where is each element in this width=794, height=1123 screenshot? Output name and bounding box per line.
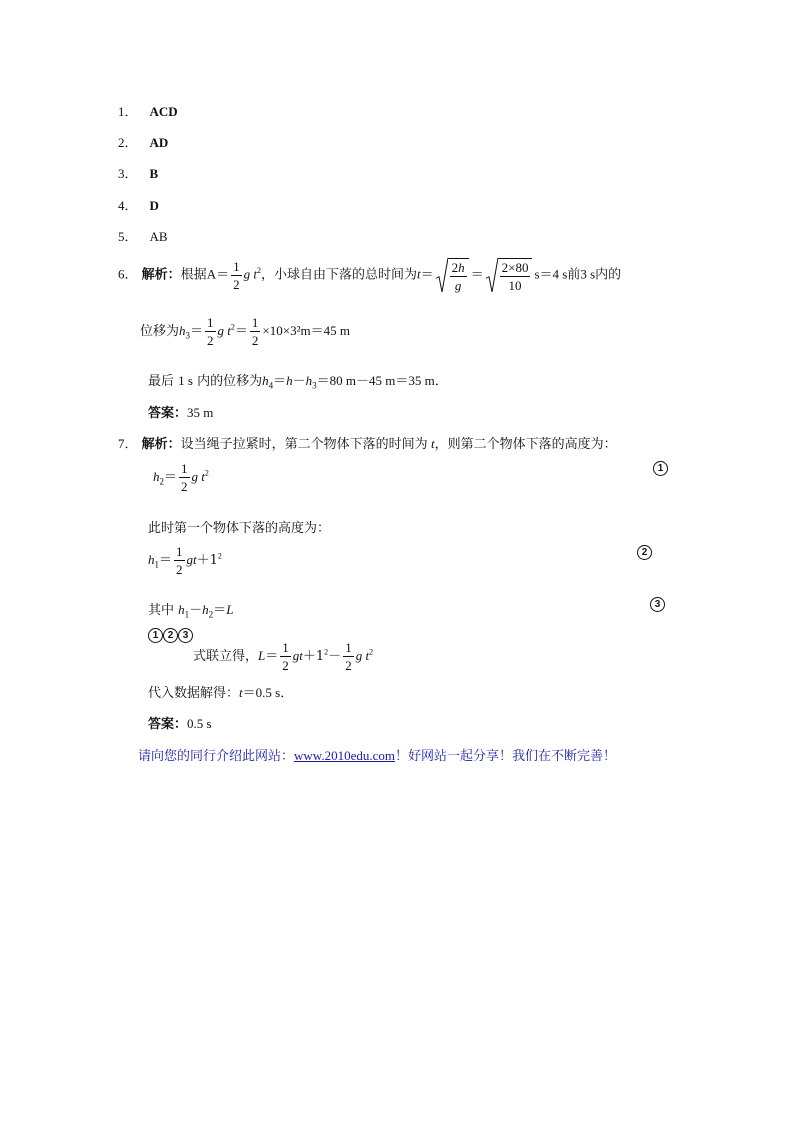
q6-answer: 答案：35 m: [148, 405, 214, 421]
q6-line-1: 6． 解析：根据A＝ $\frac{1}{2}$ g $t^2$，小球自由下落的总时间为t＝ $\frac{2h}{g}$ ＝ $\frac{2\times 80}{10}$ s＝4 s前3 s内的: [118, 258, 622, 293]
q7-line-5: 其中 $h_1-h_2=L$: [148, 602, 234, 620]
q7-line-7: 代入数据解得：t＝0.5 s．: [148, 685, 294, 701]
equation-marker-group: 1 2 3: [148, 627, 193, 643]
q7-line-1: 7． 解析：设当绳子拉紧时，第二个物体下落的时间为 t，则第二个物体下落的高度为：: [118, 436, 617, 452]
website-link[interactable]: www.2010edu.com: [294, 748, 395, 763]
answer-item-5: 5． AB: [118, 229, 168, 244]
fraction-one-half: $\frac{1}{2}$: [233, 258, 240, 292]
equation-marker-2: 2: [637, 544, 652, 560]
answer-item-4: 4． D: [118, 198, 159, 213]
answer-item-1: 1． ACD: [118, 104, 178, 119]
q7-line-3: 此时第一个物体下落的高度为：: [148, 521, 331, 536]
q6-line-3: 最后 1 s 内的位移为$h_4=h-h_3=80$ m－45 m＝35 m．: [148, 373, 448, 391]
equation-marker-1: 1: [653, 460, 668, 476]
q7-eq-2: $h_1=$ $\frac{1}{2}$ $gt+1^2$: [148, 544, 222, 577]
equation-marker-3: 3: [650, 596, 665, 612]
footer-promo: 请向您的同行介绍此网站：www.2010edu.com！好网站一起分享！我们在不断完善！: [138, 748, 617, 764]
answer-item-2: 2． AD: [118, 135, 169, 150]
q7-eq-combined: 1 2 3式联立得，L＝ $\frac{1}{2}$ $gt+1^2-$ $\frac{1}{2}$ g $t^2$: [148, 627, 373, 672]
sqrt-2h-over-g: $\frac{2h}{g}$: [436, 258, 469, 292]
answer-item-3: 3． B: [118, 166, 159, 181]
q7-eq-1: $h_2=$ $\frac{1}{2}$ g $t^2$: [153, 461, 209, 494]
sqrt-2x80-over-10: $\frac{2\times 80}{10}$: [486, 258, 533, 292]
q6-line-2: 位移为$h_3=$ $\frac{1}{2}$ g $t^2=$ $\frac{1}{2}$ ×10×3²m＝45 m: [140, 315, 350, 348]
q7-answer: 答案：0.5 s: [148, 716, 212, 732]
